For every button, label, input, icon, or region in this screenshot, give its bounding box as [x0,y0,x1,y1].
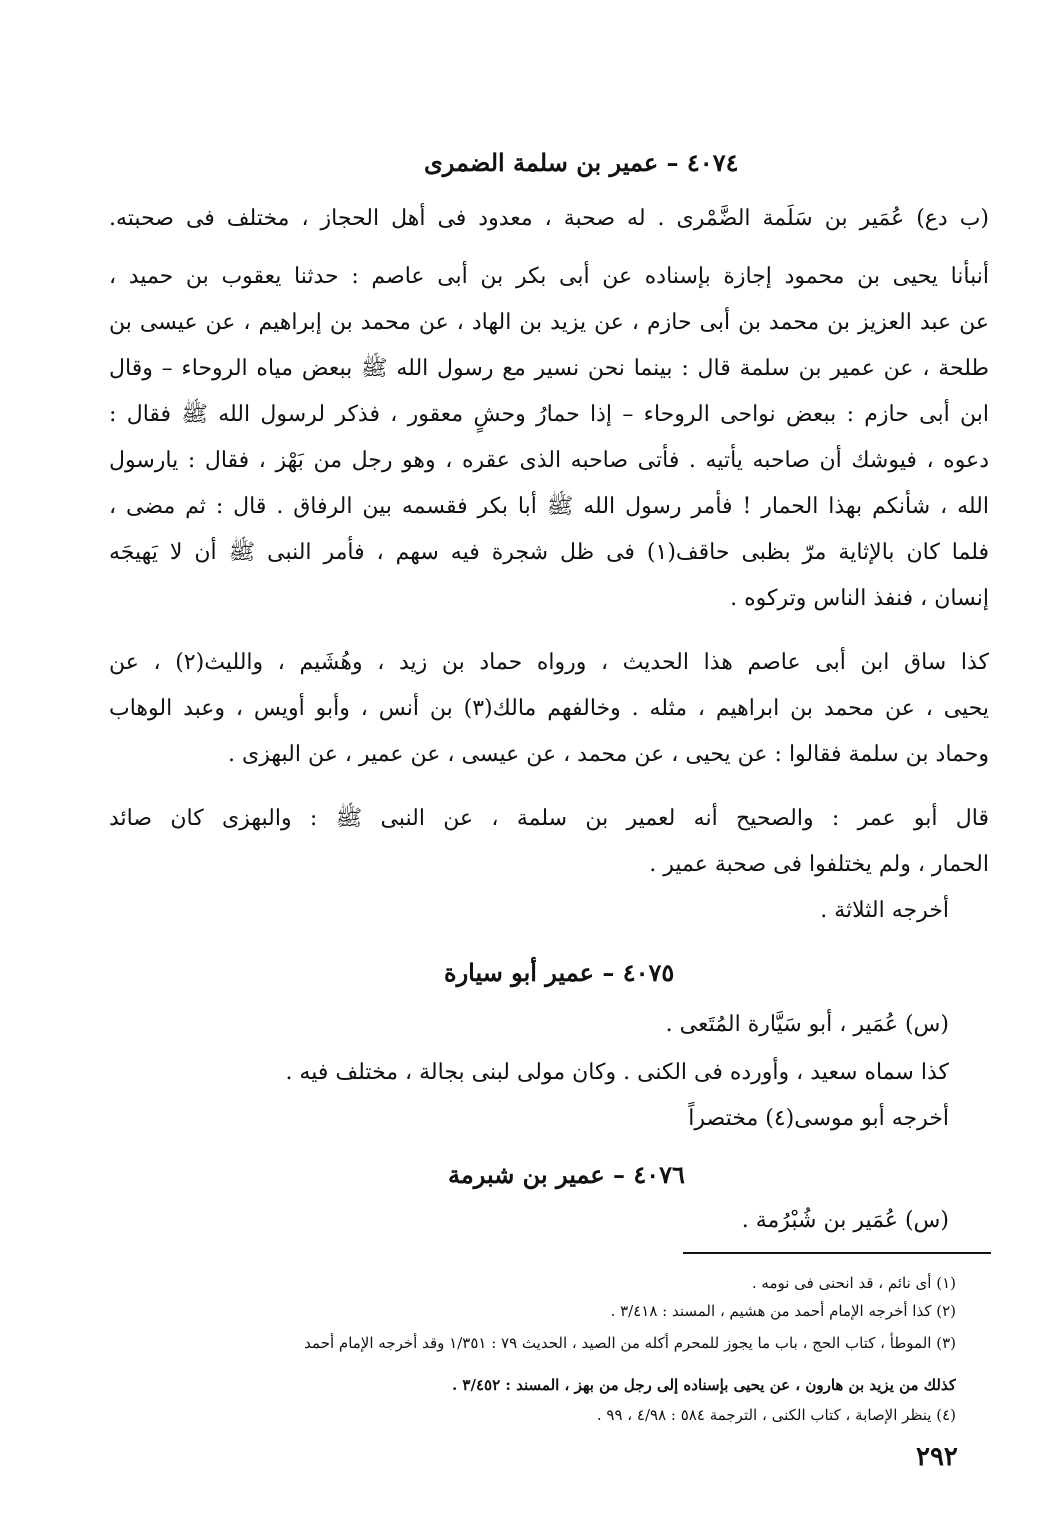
text-line: قال أبو عمر : والصحيح أنه لعمير بن سلمة ، عن النبى ﷺ : والبهزى كان صائد [109,806,989,831]
text-line: أخرجه الثلاثة . [820,898,949,923]
text-line: (س) عُمَير بن شُبْرُمة . [741,1208,949,1233]
text-line: عن عبد العزيز بن محمد بن أبى حازم ، عن يزيد بن الهاد ، عن محمد بن إبراهيم ، عن عيسى بن [109,310,989,335]
text-line: (س) عُمَير ، أبو سَيَّارة المُتَعى . [665,1012,949,1037]
page-number: ٢٩٢ [916,1442,958,1472]
text-line: وحماد بن سلمة فقالوا : عن يحيى ، عن محمد ، عن عيسى ، عن عمير ، عن البهزى . [228,742,989,767]
footnote-divider [683,1252,991,1254]
text-line: فلما كان بالإثاية مرّ بظبى حاقف(١) فى ظل شجرة فيه سهم ، فأمر النبى ﷺ أن لا يَهيجَه [109,540,989,565]
footnote: كذلك من يزيد بن هارون ، عن يحيى بإسناده إلى رجل من بهز ، المسند : ٣/٤٥٢ . [451,1376,956,1394]
text-line: الله ، شأنكم بهذا الحمار ! فأمر رسول الله ﷺ أبا بكر فقسمه بين الرفاق . قال : ثم مضى ، [109,494,989,519]
text-line: كذا ساق ابن أبى عاصم هذا الحديث ، ورواه حماد بن زيد ، وهُشَيم ، والليث(٢) ، عن [109,650,989,675]
footnote: (٤) ينظر الإصابة ، كتاب الكنى ، الترجمة ٥٨٤ : ٤/٩٨ ، ٩٩ . [596,1406,956,1424]
text-line: (ب دع) عُمَير بن سَلَمة الضَّمْرى . له صحبة ، معدود فى أهل الحجاز ، مختلف فى صحبته. [109,206,989,231]
text-line: طلحة ، عن عمير بن سلمة قال : بينما نحن نسير مع رسول الله ﷺ ببعض مياه الروحاء – وقال [109,356,989,381]
text-line: الحمار ، ولم يختلفوا فى صحبة عمير . [649,852,989,877]
footnote: (٣) الموطأ ، كتاب الحج ، باب ما يجوز للمحرم أكله من الصيد ، الحديث ٧٩ : ١/٣٥١ وقد أخرجه الإمام أحمد [304,1334,956,1352]
text-line: إنسان ، فنفذ الناس وتركوه . [730,586,989,611]
entry-heading: ٤٠٧٥ – عمير أبو سيارة [444,958,675,987]
text-line: كذا سماه سعيد ، وأورده فى الكنى . وكان مولى لبنى بجالة ، مختلف فيه . [285,1060,949,1085]
text-line: ابن أبى حازم : ببعض نواحى الروحاء – إذا حمارُ وحشٍ معقور ، فذكر لرسول الله ﷺ فقال : [109,402,989,427]
text-line: دعوه ، فيوشك أن صاحبه يأتيه . فأتى صاحبه الذى عقره ، وهو رجل من بَهْز ، فقال : يارسول [109,448,989,473]
text-line: أنبأنا يحيى بن محمود إجازة بإسناده عن أبى بكر بن أبى عاصم : حدثنا يعقوب بن حميد ، [109,264,989,289]
text-line: يحيى ، عن محمد بن ابراهيم ، مثله . وخالفهم مالك(٣) بن أنس ، وأبو أويس ، وعبد الوهاب [109,696,989,721]
text-line: أخرجه أبو موسى(٤) مختصراً [688,1106,949,1131]
footnote: (١) أى نائم ، قد انحنى فى نومه . [751,1274,956,1292]
entry-heading: ٤٠٧٦ – عمير بن شبرمة [448,1160,685,1189]
entry-heading: ٤٠٧٤ – عمير بن سلمة الضمرى [424,148,739,177]
footnote: (٢) كذا أخرجه الإمام أحمد من هشيم ، المسند : ٣/٤١٨ . [610,1302,956,1320]
